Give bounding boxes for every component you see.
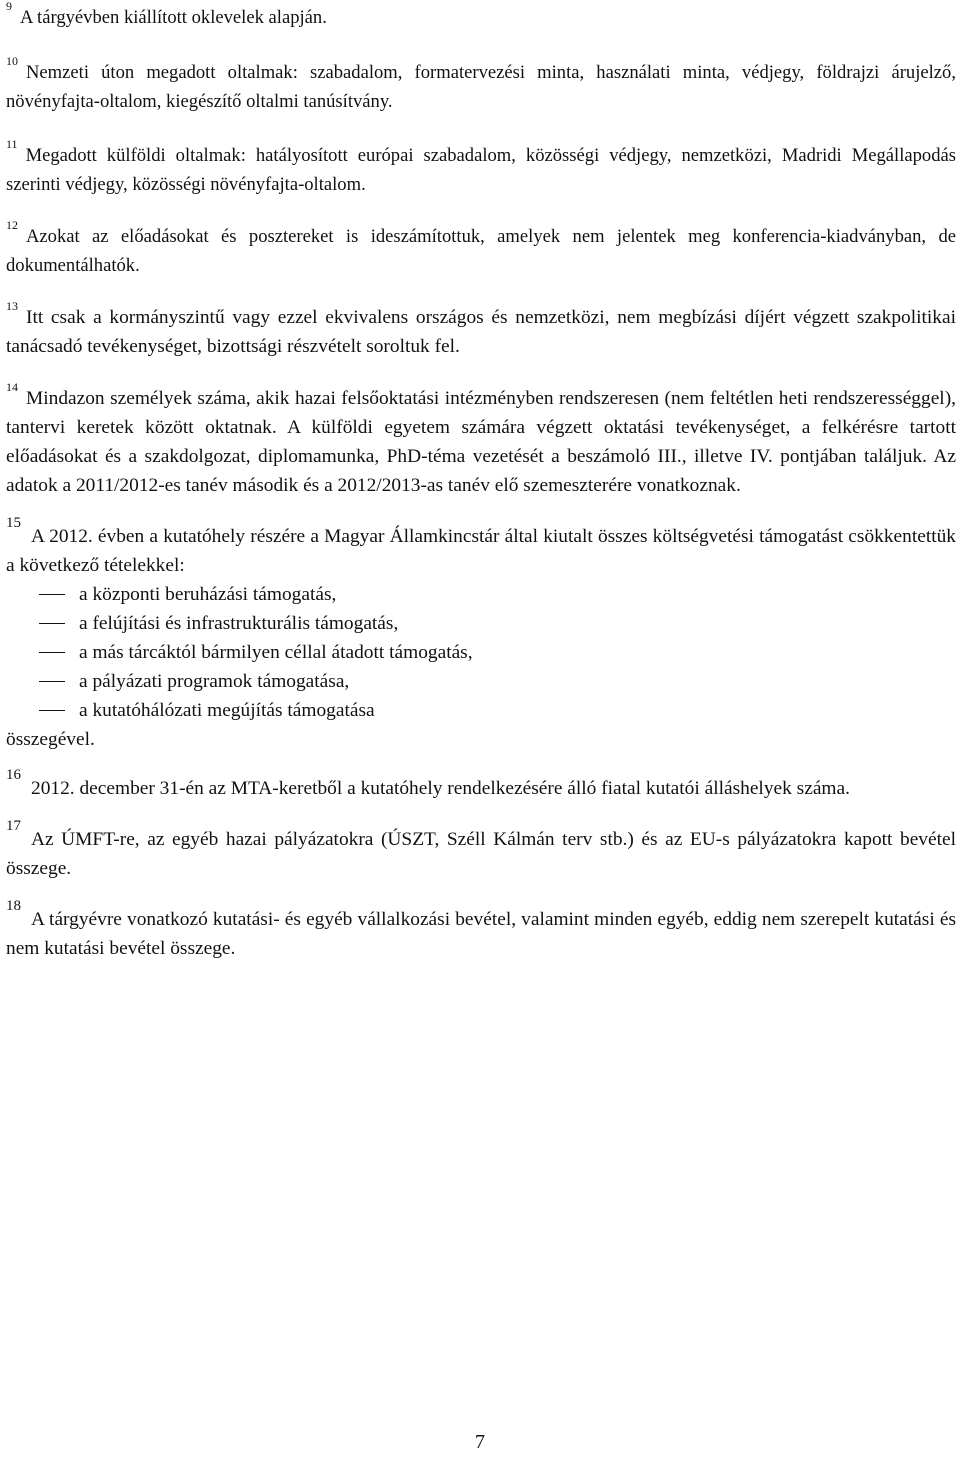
footnote-number: 14 bbox=[6, 380, 18, 394]
dash-icon bbox=[39, 710, 65, 711]
footnote-number: 15 bbox=[6, 515, 21, 531]
footnote-12 bbox=[6, 218, 956, 280]
footnote-number: 12 bbox=[6, 218, 18, 232]
dash-icon bbox=[39, 623, 65, 624]
footnote-number: 9 bbox=[6, 0, 12, 13]
list-item-label: a központi beruházási támogatás, bbox=[79, 584, 337, 605]
footnotes-page bbox=[6, 0, 956, 963]
footnote-text: Az ÚMFT-re, az egyéb hazai pályázatokra (ÚSZT, Széll Kálmán terv stb.) és az EU-s pályázatokra kapott bevétel összege. bbox=[6, 829, 956, 879]
deduction-list bbox=[6, 580, 956, 725]
footnote-text: Itt csak a kormányszintű vagy ezzel ekvivalens országos és nemzetközi, nem megbízási díjért végzett szakpolitikai tanácsadó tevékenységet, bizottsági részvételt soroltuk fel. bbox=[6, 307, 956, 357]
list-item bbox=[6, 580, 956, 609]
footnote-number: 18 bbox=[6, 898, 21, 914]
footnote-text: A tárgyévre vonatkozó kutatási- és egyéb vállalkozási bevétel, valamint minden egyéb, eddig nem szerepelt kutatási és nem kutatási bevétel összege. bbox=[6, 909, 956, 959]
list-item bbox=[6, 638, 956, 667]
footnote-number: 10 bbox=[6, 54, 18, 68]
footnote-number: 16 bbox=[6, 767, 21, 783]
list-item-label: a felújítási és infrastrukturális támogatás, bbox=[79, 613, 399, 634]
list-item-label: a kutatóhálózati megújítás támogatása bbox=[79, 700, 375, 721]
footnote-15 bbox=[6, 515, 956, 580]
footnote-number: 13 bbox=[6, 299, 18, 313]
footnote-number: 17 bbox=[6, 818, 21, 834]
footnote-10 bbox=[6, 54, 956, 116]
deduction-closing bbox=[6, 725, 956, 754]
dash-icon bbox=[39, 652, 65, 653]
footnote-9 bbox=[6, 0, 956, 32]
footnote-17 bbox=[6, 818, 956, 883]
footnote-text: A 2012. évben a kutatóhely részére a Magyar Államkincstár által kiutalt összes költségvetési támogatást csökkentettük a következő tételekkel: bbox=[6, 526, 956, 576]
dash-icon bbox=[39, 594, 65, 595]
list-item bbox=[6, 609, 956, 638]
footnote-13 bbox=[6, 299, 956, 361]
footnote-text: 2012. december 31-én az MTA-keretből a kutatóhely rendelkezésére álló fiatal kutatói álláshelyek száma. bbox=[31, 778, 850, 799]
list-item-label: a más tárcáktól bármilyen céllal átadott támogatás, bbox=[79, 642, 473, 663]
footnote-text: A tárgyévben kiállított oklevelek alapján. bbox=[20, 7, 327, 28]
dash-icon bbox=[39, 681, 65, 682]
footnote-text: Megadott külföldi oltalmak: hatályosított európai szabadalom, közösségi védjegy, nemzetközi, Madridi Megállapodás szerinti védjegy, közösségi növényfajta-oltalom. bbox=[6, 145, 956, 195]
footnote-16 bbox=[6, 767, 956, 803]
page-number: 7 bbox=[475, 1431, 485, 1453]
footnote-text: Azokat az előadásokat és posztereket is ideszámítottuk, amelyek nem jelentek meg konferencia-kiadványban, de dokumentálhatók. bbox=[6, 226, 956, 276]
footnote-14 bbox=[6, 380, 956, 500]
list-item bbox=[6, 667, 956, 696]
closing-text: összegével. bbox=[6, 729, 95, 750]
footnote-text: Nemzeti úton megadott oltalmak: szabadalom, formatervezési minta, használati minta, védjegy, földrajzi árujelző, növényfajta-oltalom, kiegészítő oltalmi tanúsítvány. bbox=[6, 62, 956, 112]
footnote-number: 11 bbox=[6, 137, 18, 151]
list-item bbox=[6, 696, 956, 725]
footnote-text: Mindazon személyek száma, akik hazai felsőoktatási intézményben rendszeresen (nem feltétlen heti rendszerességgel), tantervi keretek között oktatnak. A külföldi egyetem számára végzett oktatási tevékenységet, a felkérésre tartott előadásokat és a szakdolgozat, diplomamunka, PhD-téma vezetését a beszámoló III., illetve IV. pontjában találjuk. Az adatok a 2011/2012-es tanév második és a 2012/2013-as tanév elő szemeszterére vonatkoznak. bbox=[6, 388, 956, 496]
footnote-11 bbox=[6, 137, 956, 199]
list-item-label: a pályázati programok támogatása, bbox=[79, 671, 350, 692]
footnote-18 bbox=[6, 898, 956, 963]
